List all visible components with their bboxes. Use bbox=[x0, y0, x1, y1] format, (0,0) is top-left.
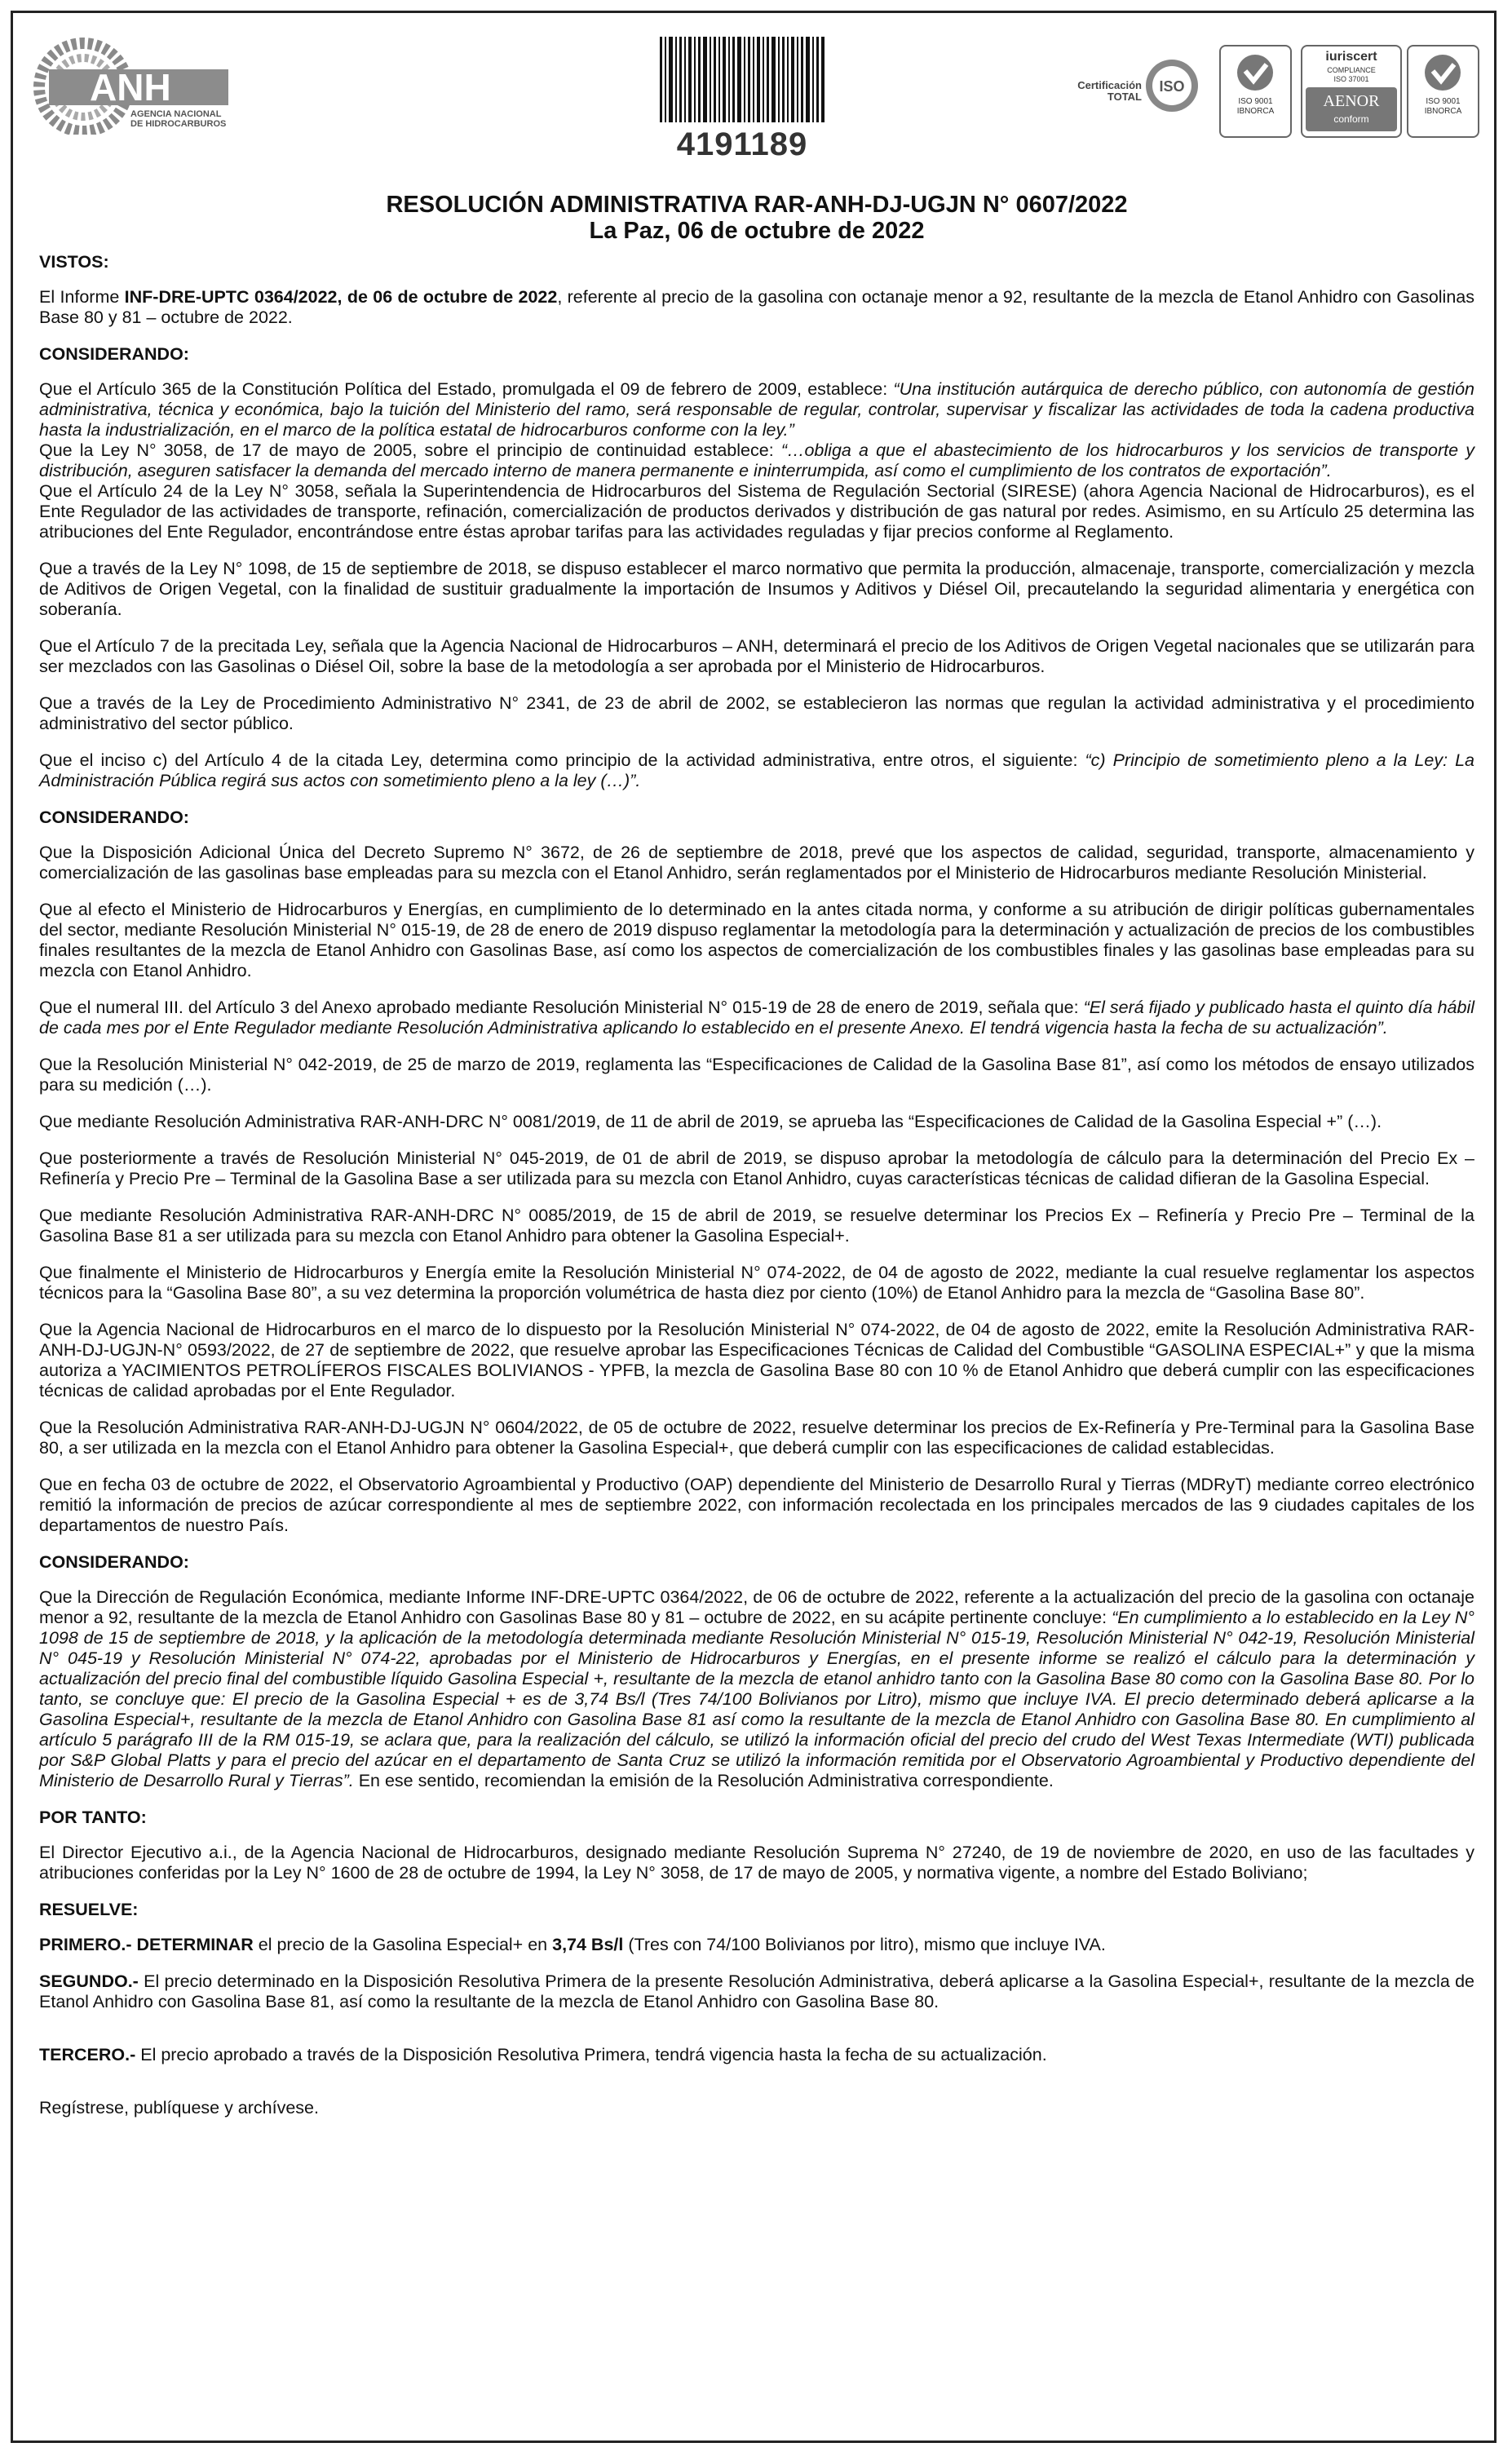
heading-por-tanto: POR TANTO: bbox=[39, 1808, 147, 1827]
heading-considerando-1: CONSIDERANDO: bbox=[39, 344, 189, 364]
considerando-2-paragraph-7: Que mediante Resolución Administrativa RAR-ANH-DRC N° 0085/2019, de 15 de abril de 2019, se resuelve determinar los Precios Ex – Refinería y Precio Pre – Terminal de la Gasolina Base 81 a ser utilizada para su mezcla con Etanol Anhidro para obtener la Gasolina Especial+. bbox=[39, 1206, 1474, 1246]
cert4-label: ISO 9001 IBNORCA bbox=[1424, 97, 1462, 116]
considerando-2-paragraph-10: Que la Resolución Administrativa RAR-ANH-DJ-UGJN N° 0604/2022, de 05 de octubre de 2022, resuelve determinar los precios de Ex-Refinería y Pre-Terminal para la Gasolina Base 80, a ser utilizada en la mezcla con el Etanol Anhidro para obtener la Gasolina Especial+, que deberá cumplir con las especificaciones de calidad establecidas. bbox=[39, 1418, 1474, 1458]
text-span: (Tres con 74/100 Bolivianos por litro), mismo que incluye IVA. bbox=[623, 1935, 1106, 1954]
cert3-line3: ISO 37001 bbox=[1333, 75, 1369, 83]
considerando-1-paragraph-4: Que a través de la Ley N° 1098, de 15 de septiembre de 2018, se dispuso establecer el marco normativo que permita la producción, almacenaje, transporte, comercialización y mezcla de Aditivos de Origen Vegetal, con la finalidad de sustituir gradualmente la importación de Insumos y Aditivos y Diésel Oil, precautelando la seguridad alimentaria y energética con soberanía. bbox=[39, 559, 1474, 619]
quote-span: “c) Principio de sometimiento pleno a la Ley: La Administración Pública regirá sus actos con sometimiento pleno a la ley (…)”. bbox=[39, 750, 1474, 790]
logo-subtitle-1: AGENCIA NACIONAL bbox=[130, 109, 222, 119]
text-span: el precio de la Gasolina Especial+ en bbox=[253, 1935, 553, 1954]
tercero-label: TERCERO.- bbox=[39, 2045, 136, 2064]
quote-span: “En cumplimiento a lo establecido en la Ley N° 1098 de 15 de septiembre de 2018, y la aplicación de la metodología determinada mediante Resolución Ministerial N° 015-19, Resolución Ministerial N° 042-19, Resolución Ministerial N° 045-19 y Resolución Ministerial N° 074-22, aprobadas por el Ministerio de Hidrocarburos y Energías, en el presente informe se realizó el cálculo para la determinación y actualización del precio final del combustible líquido Gasolina Especial +, resultante de la mezcla de etanol anhidro tanto con la Gasolina Base 80 como con la Gasolina Base 80. Por lo tanto, se concluye que: El precio de la Gasolina Especial + es de 3,74 Bs/l (Tres 74/100 Bolivianos por Litro), mismo que incluye IVA. El precio determinado deberá aplicarse a la Gasolina Especial+, resultante de la mezcla de Etanol Anhidro con Gasolina Base 81 así como la resultante de la mezcla de Etanol Anhidro con Gasolina Base 80. En cumplimiento al artículo 5 parágrafo III de la RM 015-19, se aclara que, para la realización del cálculo, se utilizó la información oficial del precio del crudo del West Texas Intermediate (WTI) publicada por S&P Global Platts y para el precio del azúcar en el departamento de Santa Cruz se utilizó la información remitida por el Observatorio Agroambiental y Productivo dependiente del Ministerio de Desarrollo Rural y Tierras”. bbox=[39, 1608, 1474, 1790]
aenor-cert bbox=[1301, 45, 1402, 138]
ibnorca-cert-1 bbox=[1219, 45, 1292, 138]
cert3-line5: conform bbox=[1333, 113, 1369, 125]
quote-span: “…obliga a que el abastecimiento de los hidrocarburos y los servicios de transporte y distribución, aseguren satisfacer la demanda del mercado interno de manera permanente e ininterrumpida, así como el cumplimiento de los contratos de exportación”. bbox=[39, 440, 1474, 480]
certificacion-total-logo bbox=[1060, 57, 1199, 122]
cert1-label: Certificación TOTAL bbox=[1077, 79, 1142, 103]
certification-logos bbox=[1060, 45, 1476, 151]
vistos-paragraph bbox=[39, 287, 1474, 328]
considerando-2-paragraph-6: Que posteriormente a través de Resolución Ministerial N° 045-2019, de 01 de abril de 2019, se dispuso aprobar la metodología de cálculo para la determinación del Precio Ex – Refinería y Precio Pre – Terminal de la Gasolina Base a ser utilizada para su mezcla con Etanol Anhidro, cuyas características técnicas de calidad difieran de la Gasolina Especial. bbox=[39, 1148, 1474, 1188]
barcode-bars bbox=[657, 37, 828, 122]
considerando-2-paragraph-11: Que en fecha 03 de octubre de 2022, el Observatorio Agroambiental y Productivo (OAP) dependiente del Ministerio de Desarrollo Rural y Tierras (MDRyT) mediante correo electrónico remitió la información de precios de azúcar correspondiente al mes de septiembre 2022, con información recolectada en los principales mercados de las 9 ciudades capitales de los departamentos de nuestro País. bbox=[39, 1475, 1474, 1535]
closing-formula: Regístrese, publíquese y archívese. bbox=[39, 2098, 319, 2117]
considerando-2-paragraph-5: Que mediante Resolución Administrativa RAR-ANH-DRC N° 0081/2019, de 11 de abril de 2019, se aprueba las “Especificaciones de Calidad de la Gasolina Especial +” (…). bbox=[39, 1112, 1382, 1131]
anh-logo-mark bbox=[33, 37, 269, 135]
informe-reference: INF-DRE-UPTC 0364/2022, de 06 de octubre de 2022 bbox=[124, 287, 558, 307]
segundo-label: SEGUNDO.- bbox=[39, 1971, 139, 1991]
barcode bbox=[657, 37, 828, 162]
considerando-1-paragraph-5: Que el Artículo 7 de la precitada Ley, señala que la Agencia Nacional de Hidrocarburos – ANH, determinará el precio de los Aditivos de Origen Vegetal nacionales que se utilizarán para ser mezclados con las Gasolinas o Diésel Oil, sobre la base de la metodología a ser aprobada por el Ministerio de Hidrocarburos. bbox=[39, 636, 1474, 676]
barcode-number: 4191189 bbox=[676, 126, 808, 162]
considerando-2-paragraph-8: Que finalmente el Ministerio de Hidrocarburos y Energía emite la Resolución Ministerial N° 074-2022, de 04 de agosto de 2022, mediante la cual resuelve reglamentar los aspectos técnicos para la “Gasolina Base 80”, a su vez determina la proporción volumétrica de hasta diez por ciento (10%) de Etanol Anhidro para la mezcla de “Gasolina Base 80”. bbox=[39, 1263, 1474, 1303]
text-span: Que el Artículo 365 de la Constitución Política del Estado, promulgada el 09 de febrero de 2009, establece: bbox=[39, 379, 894, 399]
heading-vistos: VISTOS: bbox=[39, 252, 109, 272]
text-span: El precio determinado en la Disposición Resolutiva Primera de la presente Resolución Administrativa, deberá aplicarse a la Gasolina Especial+, resultante de la mezcla de Etanol Anhidro con Gasolina Base 81, así como la resultante de la mezcla de Etanol Anhidro con Gasolina Base 80. bbox=[39, 1971, 1474, 2011]
logo-text: ANH bbox=[90, 66, 171, 108]
quote-span: “El será fijado y publicado hasta el quinto día hábil de cada mes por el Ente Regulador mediante Resolución Administrativa aplicando lo establecido en el presente Anexo. El tendrá vigencia hasta la fecha de su actualización”. bbox=[39, 998, 1475, 1038]
text-span: En ese sentido, recomiendan la emisión de la Resolución Administrativa correspondiente. bbox=[353, 1771, 1054, 1790]
title-line-1: RESOLUCIÓN ADMINISTRATIVA RAR-ANH-DJ-UGJN N° 0607/2022 bbox=[386, 192, 1128, 218]
considerando-1-paragraph-3: Que el Artículo 24 de la Ley N° 3058, señala la Superintendencia de Hidrocarburos del Sistema de Regulación Sectorial (SIRESE) (ahora Agencia Nacional de Hidrocarburos), es el Ente Regulador de las actividades de transporte, refinación, comercialización de productos derivados y distribución de gas natural por redes. Asimismo, en su Artículo 25 determina las atribuciones del Ente Regulador, encontrándose entre éstas aprobar tarifas para las actividades reguladas y fijar precios conforme al Reglamento. bbox=[39, 481, 1474, 542]
text-span: Que la Dirección de Regulación Económica, mediante Informe INF-DRE-UPTC 0364/2022, de 06 de octubre de 2022, referente a la actualización del precio de la gasolina con octanaje menor a 92, resultante de la mezcla de Etanol Anhidro con Gasolinas Base 80 y 81 – octubre de 2022, en su acápite pertinente concluye: bbox=[39, 1587, 1474, 1627]
considerando-2-paragraph-2: Que al efecto el Ministerio de Hidrocarburos y Energías, en cumplimiento de lo determinado en la antes citada norma, y conforme a su atribución de dirigir políticas gubernamentales del sector, mediante Resolución Ministerial N° 015-19, de 28 de enero de 2019 dispuso reglamentar la metodología para la determinación y actualización de precios de los combustibles finales resultantes de la mezcla de Etanol Anhidro con Gasolinas Base, así como los aspectos de comercialización de los combustibles finales y las gasolinas base empleadas para su mezcla con Etanol Anhidro. bbox=[39, 900, 1474, 980]
aenor-badge bbox=[1306, 87, 1397, 131]
resuelve-segundo bbox=[39, 1971, 1474, 2012]
por-tanto-paragraph: El Director Ejecutivo a.i., de la Agencia Nacional de Hidrocarburos, designado mediante Resolución Suprema N° 27240, de 19 de noviembre de 2020, en uso de las facultades y atribuciones conferidas por la Ley N° 1600 de 28 de octubre de 1994, la Ley N° 3058, de 17 de mayo de 2005, y normativa vigente, a nombre del Estado Boliviano; bbox=[39, 1843, 1474, 1883]
considerando-2-paragraph-1: Que la Disposición Adicional Única del Decreto Supremo N° 3672, de 26 de septiembre de 2018, prevé que los aspectos de calidad, seguridad, transporte, almacenamiento y comercialización de las gasolinas base empleadas para su mezcla con el Etanol Anhidro, serán reglamentados por el Ministerio de Hidrocarburos mediante Resolución Ministerial. bbox=[39, 843, 1474, 883]
considerando-3-paragraph-1 bbox=[39, 1587, 1474, 1791]
cert3-line1: iuriscert bbox=[1325, 50, 1377, 64]
considerando-2-paragraph-9: Que la Agencia Nacional de Hidrocarburos en el marco de lo dispuesto por la Resolución Ministerial N° 074-2022, de 04 de agosto de 2022, emite la Resolución Administrativa RAR-ANH-DJ-UGJN-N° 0593/2022, de 27 de septiembre de 2022, que resuelve aprobar las Especificaciones Técnicas de Calidad del Combustible “GASOLINA ESPECIAL+” y que la misma autoriza a YACIMIENTOS PETROLÍFEROS FISCALES BOLIVIANOS - YPFB, la mezcla de Gasolina Base 80 con 10 % de Etanol Anhidro que deberá cumplir con las especificaciones técnicas de calidad aprobadas por el Ente Regulador. bbox=[39, 1320, 1474, 1401]
cert3-line4: AENOR bbox=[1323, 92, 1380, 110]
ibnorca-cert-2 bbox=[1407, 45, 1479, 138]
title-line-2: La Paz, 06 de octubre de 2022 bbox=[589, 218, 925, 244]
heading-considerando-2: CONSIDERANDO: bbox=[39, 808, 189, 827]
cert2-label: ISO 9001 IBNORCA bbox=[1236, 97, 1275, 116]
iso-seal-icon bbox=[1143, 57, 1200, 114]
cert3-line2: COMPLIANCE bbox=[1327, 66, 1376, 74]
considerando-1-paragraph-7 bbox=[39, 750, 1474, 791]
primero-label: PRIMERO.- DETERMINAR bbox=[39, 1935, 254, 1954]
resolution-body bbox=[39, 192, 1474, 2135]
considerando-2-paragraph-4: Que la Resolución Ministerial N° 042-2019, de 25 de marzo de 2019, reglamenta las “Especificaciones de Calidad de la Gasolina Base 81”, así como los métodos de ensayo utilizados para su medición (…). bbox=[39, 1055, 1474, 1095]
letterhead bbox=[33, 37, 1476, 167]
document-title bbox=[39, 192, 1474, 244]
text-span: Que el inciso c) del Artículo 4 de la citada Ley, determina como principio de la actividad administrativa, entre otros, el siguiente: bbox=[39, 750, 1085, 770]
heading-resuelve: RESUELVE: bbox=[39, 1900, 139, 1919]
resuelve-primero bbox=[39, 1935, 1474, 1955]
heading-considerando-3: CONSIDERANDO: bbox=[39, 1552, 189, 1572]
considerando-1-paragraph-6: Que a través de la Ley de Procedimiento Administrativo N° 2341, de 23 de abril de 2002, se establecieron las normas que regulan la actividad administrativa y el procedimiento administrativo del sector público. bbox=[39, 693, 1474, 733]
ibnorca-seal-icon-2 bbox=[1408, 46, 1478, 136]
considerando-1-paragraph-1 bbox=[39, 379, 1474, 440]
quote-span: “Una institución autárquica de derecho público, con autonomía de gestión administrativa, técnica y económica, bajo la tuición del Ministerio del ramo, será responsable de regular, controlar, supervisar y fiscalizar las actividades de toda la cadena productiva hasta la industrialización, en el marco de la política estatal de hidrocarburos conforme con la ley.” bbox=[39, 379, 1474, 440]
resuelve-tercero bbox=[39, 2045, 1474, 2065]
ibnorca-seal-icon bbox=[1221, 46, 1290, 136]
text-span: Que la Ley N° 3058, de 17 de mayo de 2005, sobre el principio de continuidad establece: bbox=[39, 440, 781, 460]
logo-subtitle-2: DE HIDROCARBUROS bbox=[130, 119, 227, 129]
considerando-2-paragraph-3 bbox=[39, 998, 1474, 1038]
considerando-1-paragraph-2 bbox=[39, 440, 1474, 481]
text-span: El precio aprobado a través de la Disposición Resolutiva Primera, tendrá vigencia hasta la fecha de su actualización. bbox=[135, 2045, 1047, 2064]
text-span: , referente al precio de la gasolina con octanaje menor a 92, resultante de la mezcla de Etanol Anhidro con Gasolinas Base 80 y 81 – octubre de 2022. bbox=[39, 287, 1474, 327]
price-value: 3,74 Bs/l bbox=[552, 1935, 624, 1954]
text-span: El Informe bbox=[39, 287, 125, 307]
anh-logo bbox=[33, 37, 269, 135]
text-span: Que el numeral III. del Artículo 3 del Anexo aprobado mediante Resolución Ministerial N° 015-19 de 28 de enero de 2019, señala que: bbox=[39, 998, 1084, 1017]
cert1-iso: ISO bbox=[1159, 78, 1185, 95]
